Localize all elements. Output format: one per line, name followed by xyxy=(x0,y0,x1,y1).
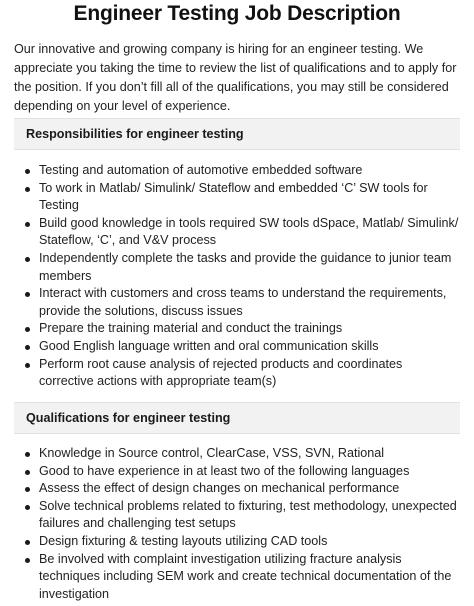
list-item xyxy=(14,480,460,498)
list-item-text: Solve technical problems related to fixturing, test methodology, unexpected failures and challenging test setups xyxy=(39,498,457,531)
list-item xyxy=(14,215,460,250)
list-item xyxy=(14,498,460,533)
list-item xyxy=(14,533,460,551)
bullet-icon xyxy=(25,540,30,545)
list-item-text: Perform root cause analysis of rejected products and coordinates corrective actions with appropriate team(s) xyxy=(39,356,403,389)
list-item xyxy=(14,250,460,285)
bullet-icon xyxy=(25,292,30,297)
bullet-icon xyxy=(25,345,30,350)
qualifications-header xyxy=(14,402,460,434)
list-item xyxy=(14,445,460,463)
list-item-text: Interact with customers and cross teams to understand the requirements, provide the solutions, discuss issues xyxy=(39,286,447,318)
list-item xyxy=(14,320,460,338)
list-item-text: Knowledge in Source control, ClearCase, VSS, SVN, Rational xyxy=(39,446,385,460)
responsibilities-header xyxy=(14,118,460,150)
responsibilities-heading: Responsibilities for engineer testing xyxy=(26,127,244,141)
bullet-icon xyxy=(25,327,30,332)
qualifications-heading: Qualifications for engineer testing xyxy=(26,411,231,425)
bullet-icon xyxy=(25,363,30,368)
bullet-icon xyxy=(25,558,30,563)
bullet-icon xyxy=(25,222,30,227)
list-item xyxy=(14,551,460,604)
bullet-icon xyxy=(25,169,30,174)
responsibilities-list xyxy=(14,162,460,391)
bullet-icon xyxy=(25,505,30,510)
intro-paragraph: Our innovative and growing company is hiring for an engineer testing. We appreciate you taking the time to review the list of qualifications and to apply for the position. If you don’t fill all of the qualifications, you may still be considered depending on your level of experience. xyxy=(14,42,457,113)
list-item-text: Be involved with complaint investigation utilizing fracture analysis techniques including SEM work and create technical documentation of the investigation xyxy=(39,551,452,601)
list-item-text: Testing and automation of automotive embedded software xyxy=(39,163,363,177)
list-item-text: To work in Matlab/ Simulink/ Stateflow and embedded ‘C’ SW tools for Testing xyxy=(39,180,428,213)
page-title: Engineer Testing Job Description xyxy=(73,2,401,25)
list-item xyxy=(14,463,460,481)
qualifications-list xyxy=(14,445,460,603)
list-item-text: Design fixturing & testing layouts utilizing CAD tools xyxy=(39,533,328,548)
list-item xyxy=(14,356,460,391)
bullet-icon xyxy=(25,257,30,262)
list-item-text: Build good knowledge in tools required SW tools dSpace, Matlab/ Simulink/ Stateflow, ‘C’, and V&V process xyxy=(39,215,459,248)
bullet-icon xyxy=(25,470,30,475)
list-item xyxy=(14,162,460,180)
list-item xyxy=(14,285,460,320)
bullet-icon xyxy=(25,487,30,492)
list-item-text: Good English language written and oral communication skills xyxy=(39,338,379,353)
bullet-icon xyxy=(25,452,30,457)
list-item-text: Assess the effect of design changes on mechanical performance xyxy=(39,481,400,496)
list-item-text: Good to have experience in at least two of the following languages xyxy=(39,463,410,478)
list-item-text: Prepare the training material and conduct the trainings xyxy=(39,321,343,336)
list-item-text: Independently complete the tasks and provide the guidance to junior team members xyxy=(39,250,452,283)
list-item xyxy=(14,180,460,215)
list-item xyxy=(14,338,460,356)
bullet-icon xyxy=(25,187,30,192)
